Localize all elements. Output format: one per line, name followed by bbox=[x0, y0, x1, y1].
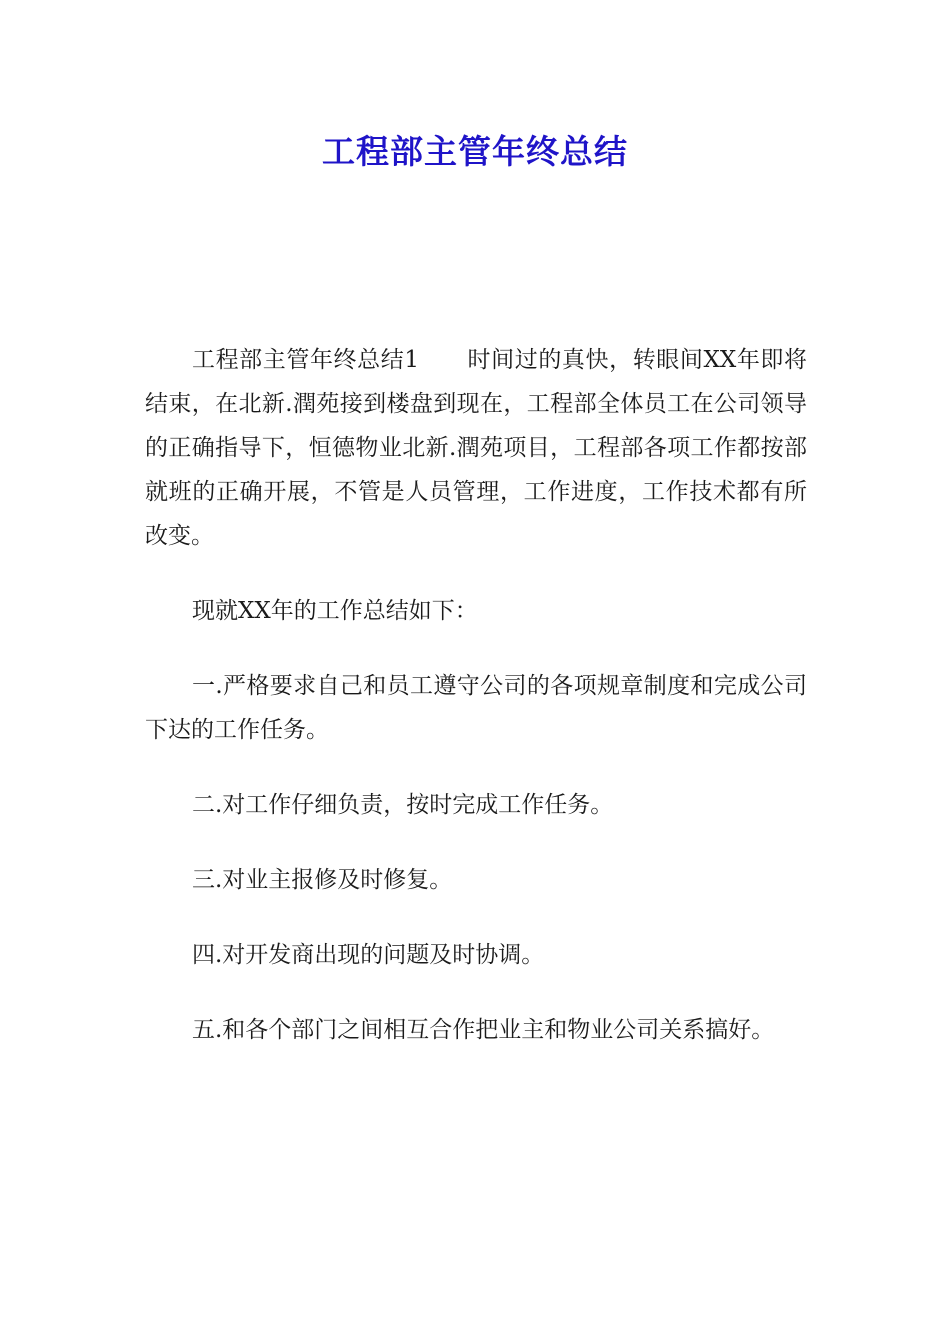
paragraph-intro-lead: 工程部主管年终总结1 bbox=[192, 347, 419, 373]
paragraph-item-5: 五.和各个部门之间相互合作把业主和物业公司关系搞好。 bbox=[192, 1017, 775, 1043]
paragraph-item-3: 三.对业主报修及时修复。 bbox=[192, 867, 453, 893]
paragraph-item-1: 一.严格要求自己和员工遵守公司的各项规章制度和完成公司下达的工作任务。 bbox=[145, 673, 807, 743]
paragraph-item-2: 二.对工作仔细负责，按时完成工作任务。 bbox=[192, 792, 614, 818]
paragraph-intro-text: 时间过的真快，转眼间XX年即将结束，在北新.潤苑接到楼盘到现在，工程部全体员工在公司领导的正确指导下，恒德物业北新.潤苑项目，工程部各项工作都按部就班的正确开展，不管是人员管理，工作进度，工作技术都有所改变。 bbox=[145, 347, 808, 549]
document-title: 工程部主管年终总结 bbox=[322, 132, 628, 171]
paragraph-summary-heading: 现就XX年的工作总结如下： bbox=[192, 598, 478, 624]
paragraph-item-4: 四.对开发商出现的问题及时协调。 bbox=[192, 942, 545, 968]
document-body bbox=[145, 338, 807, 1083]
paragraph-intro bbox=[145, 338, 807, 558]
